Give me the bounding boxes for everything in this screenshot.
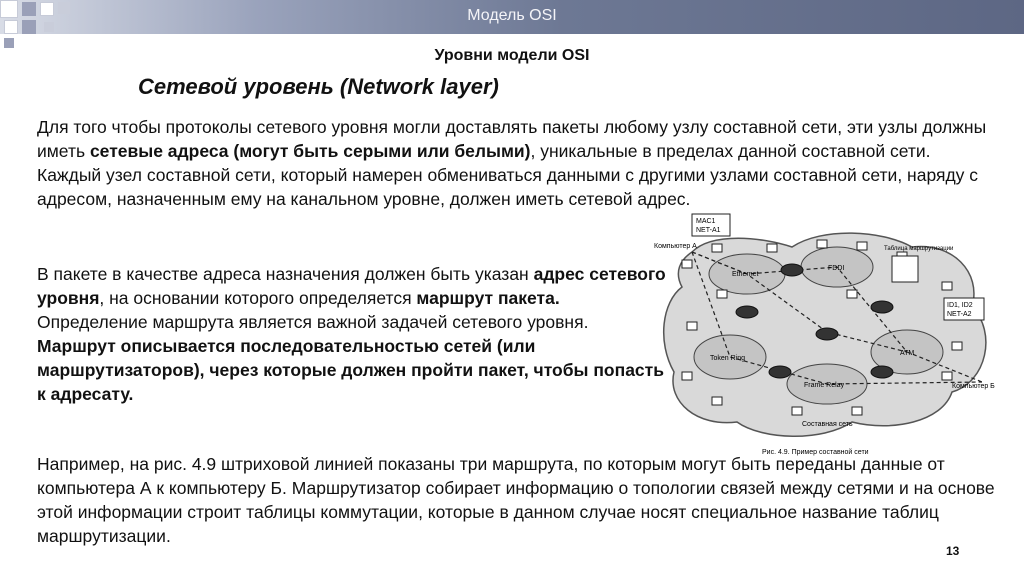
label-net-a2: NET-A2 <box>947 311 972 318</box>
decor-square <box>22 2 36 16</box>
label-token-ring: Token Ring <box>710 355 746 362</box>
decor-square <box>0 0 18 18</box>
bold-run: адрес сетевого уровня <box>37 264 666 308</box>
paragraph-example: Например, на рис. 4.9 штриховой линией показаны три маршрута, по которым могут быть переданы данные от компьютера А к компьютеру Б. Маршрутизатор собирает информацию о топологии связей между сетями и на основе этой информации строит таблицы коммутации, которые в данном случае носят специальное название таблиц маршрутизации. <box>37 454 995 546</box>
routing-table-icon <box>892 256 918 282</box>
router-icon <box>816 328 838 340</box>
slide-subheading: Сетевой уровень (Network layer) <box>138 74 499 99</box>
label-id: ID1, ID2 <box>947 302 973 309</box>
text-run: В пакете в качестве адреса назначения должен быть указан <box>37 264 534 284</box>
label-mac: MAC1 <box>696 218 716 225</box>
router-icon <box>736 306 758 318</box>
paragraph-route <box>37 262 667 406</box>
computer-icon <box>682 372 692 380</box>
label-routing-table: Таблица маршрутизации <box>884 246 954 252</box>
label-net-a1: NET-A1 <box>696 227 721 234</box>
text-run: , на основании которого определяется <box>99 288 417 308</box>
computer-icon <box>852 407 862 415</box>
decor-square <box>22 20 36 34</box>
decor-square <box>44 22 54 32</box>
router-icon <box>871 301 893 313</box>
computer-icon <box>942 282 952 290</box>
router-icon <box>781 264 803 276</box>
network-diagram-svg <box>652 212 1002 460</box>
computer-icon <box>847 290 857 298</box>
computer-icon <box>817 240 827 248</box>
label-computer-b: Компьютер Б <box>952 383 995 390</box>
computer-icon <box>717 290 727 298</box>
label-frame-relay: Frame Relay <box>804 382 845 389</box>
slide-heading: Уровни модели OSI <box>434 47 590 64</box>
label-atm: ATM <box>900 350 915 357</box>
computer-icon <box>792 407 802 415</box>
decor-square <box>40 2 54 16</box>
decor-square <box>58 2 70 14</box>
computer-icon <box>952 342 962 350</box>
label-fddi: FDDI <box>828 265 845 272</box>
bold-run: маршрут пакета. <box>416 288 560 308</box>
router-icon <box>769 366 791 378</box>
bold-run: сетевые адреса (могут быть серыми или белыми) <box>89 141 531 161</box>
computer-icon <box>682 260 692 268</box>
decor-square <box>4 20 18 34</box>
bold-run: Маршрут описывается последовательностью сетей (или маршрутизаторов), через которые должен пройти пакет, чтобы попасть к адресату. <box>37 336 664 404</box>
page-number: 13 <box>946 544 960 558</box>
computer-icon <box>857 242 867 250</box>
router-icon <box>871 366 893 378</box>
presentation-title: Модель OSI <box>467 7 557 24</box>
label-composite-network: Составная сеть <box>802 421 853 428</box>
title-bar <box>0 0 1024 34</box>
text-run: Для того чтобы протоколы сетевого уровня могли доставлять пакеты любому узлу составной сети, эти узлы должны иметь <box>37 117 987 161</box>
network-diagram <box>652 212 1002 460</box>
computer-icon <box>942 372 952 380</box>
computer-icon <box>687 322 697 330</box>
computer-icon <box>712 244 722 252</box>
label-computer-a: Компьютер А <box>654 243 697 250</box>
figure-caption: Рис. 4.9. Пример составной сети <box>762 449 869 456</box>
text-run: Определение маршрута является важной задачей сетевого уровня. <box>37 312 589 332</box>
text-run: , уникальные в пределах данной составной сети. Каждый узел составной сети, который намерен обмениваться данными с другими узлами составной сети, наряду с адресом, назначенным ему на канальном уровне, должен иметь сетевой адрес. <box>37 141 979 209</box>
computer-icon <box>712 397 722 405</box>
computer-icon <box>767 244 777 252</box>
paragraph-network-addresses <box>37 115 997 211</box>
label-ethernet: Ethernet <box>732 271 759 278</box>
